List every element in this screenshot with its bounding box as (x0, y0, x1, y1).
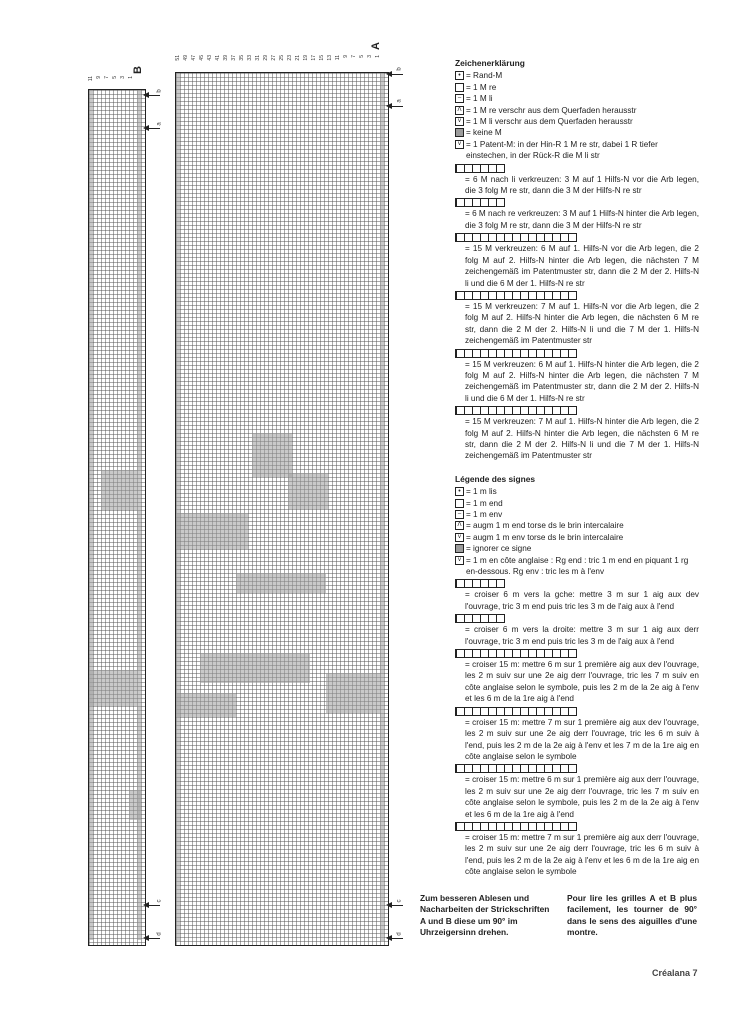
row-number: 49 (183, 55, 189, 61)
legend-de-items (455, 70, 699, 161)
legend-item-text: = keine M (466, 128, 502, 138)
patent-stitch-row (176, 225, 380, 230)
legend-item-text: = 1 M li (466, 94, 493, 104)
patent-stitch-row (89, 410, 137, 415)
legend-item (455, 93, 699, 104)
row-number: 13 (327, 55, 333, 61)
legend (455, 58, 699, 878)
row-number: 5 (359, 55, 365, 58)
legend-item (455, 498, 699, 509)
legend-item (455, 70, 699, 81)
gray-stitch-area (89, 90, 93, 940)
legend-item-text: = augm 1 m end torse ds le brin intercalaire (466, 521, 624, 531)
row-number: 43 (207, 55, 213, 61)
legend-french (455, 474, 699, 878)
blank-icon (455, 499, 464, 508)
legend-item (455, 532, 699, 543)
gray-stitch-area (200, 653, 310, 683)
row-number: 35 (239, 55, 245, 61)
row-number: 3 (367, 55, 373, 58)
blank-icon (455, 83, 464, 92)
chart-a-label: A (369, 42, 382, 50)
legend-item (455, 127, 699, 138)
gray-stitch-area (288, 473, 328, 509)
row-number: 15 (319, 55, 325, 61)
row-number: 19 (303, 55, 309, 61)
cable-description: = croiser 15 m: mettre 6 m sur 1 première aig aux derr l'ouvrage, les 2 m suiv sur une 2e aig derr l'ouvrage, tric les 7 m suiv en côte anglaise selon le symbole, puis les 2 m de la 2e aig à l'env et les 6 m de la 1re aig à l'end (465, 775, 699, 819)
row-number: 47 (191, 55, 197, 61)
lambda-icon (455, 521, 464, 530)
gray-stitch-area (176, 693, 236, 717)
arrow-c-chart-a (389, 905, 403, 906)
row-number: 37 (231, 55, 237, 61)
legend-fr-cables (455, 579, 699, 877)
v-icon (455, 117, 464, 126)
gray-stitch-area (176, 73, 180, 941)
legend-german (455, 58, 699, 462)
row-number: 11 (88, 76, 94, 82)
cable-symbol-icon (455, 198, 505, 207)
cable-symbol-icon (455, 291, 577, 300)
patent-stitch-row (176, 329, 380, 334)
gray-stitch-area (89, 670, 137, 706)
cable-symbol-icon (455, 822, 577, 831)
rotation-note-french: Pour lire les grilles A et B plus facilement, les tourner de 90° dans le sens des aiguilles d'une montre. (567, 893, 697, 938)
row-number: 25 (279, 55, 285, 61)
cable-description: = croiser 15 m: mettre 7 m sur 1 première aig aux dev l'ouvrage, les 2 m suiv sur une 2e aig derr l'ouvrage, tric les 6 m suiv à l'end, puis les 2 m de la 2e aig à l'env et les 7 m de la 1re aig en côte anglaise selon le symbole (465, 717, 699, 761)
arrow-label-d: d (156, 932, 163, 936)
patent-stitch-row (89, 590, 137, 595)
row-number: 17 (311, 55, 317, 61)
legend-item (455, 520, 699, 531)
legend-item (455, 82, 699, 93)
row-number: 29 (263, 55, 269, 61)
row-number: 7 (351, 55, 357, 58)
legend-de-cables (455, 164, 699, 462)
row-number: 39 (223, 55, 229, 61)
cable-symbol-icon (455, 649, 577, 658)
legend-item-text: = 1 m lis (466, 487, 497, 497)
gray-stitch-area (380, 73, 384, 941)
cable-description: = croiser 15 m: mettre 7 m sur 1 première aig aux derr l'ouvrage, les 2 m suiv sur une 2e aig derr l'ouvrage, tric les 6 m suiv à l'end, puis les 2 m de la 2e aig à l'env et les 6 m de la 1re aig en côte anglaise selon le symbole (465, 832, 699, 877)
patent-stitch-row (176, 429, 380, 434)
cable-symbol-icon (455, 233, 577, 242)
legend-item (455, 139, 699, 162)
legend-de-title: Zeichenerklärung (455, 58, 525, 68)
legend-item-text: = ignorer ce signe (466, 544, 532, 554)
cable-description: = 15 M verkreuzen: 7 M auf 1. Hilfs-N hinter die Arb legen, die 2 folg M auf 2. Hilfs-N hinter die Arb legen, die nächsten 6 M re str, dann die 2 M der 2. Hilfs-N li und die 7 M der 1. Hilfs-N zeichengemäß im Patentmuster str (465, 417, 699, 461)
arrow-b-chart-a (389, 74, 403, 75)
cable-description: = croiser 15 m: mettre 6 m sur 1 première aig aux dev l'ouvrage, les 2 m suiv sur une 2e aig derr l'ouvrage, tric les 7 m suiv en côte anglaise selon le symbole, puis les 2 m de la 2e aig à l'env et les 6 m de la 1re aig à l'end (465, 660, 699, 704)
arrow-label-d-a: d (396, 932, 403, 936)
patent-stitch-row (89, 290, 137, 295)
chart-b-label: B (131, 66, 144, 74)
legend-item-text: = 1 m end (466, 498, 503, 508)
cable-description: = 15 M verkreuzen: 6 M auf 1. Hilfs-N hinter die Arb legen, die 2 folg M auf 2. Hilfs-N hinter die Arb legen, die nächsten 7 M zeichengemäß im Patentmuster str, dann die 2 M der 2. Hilfs-N li und die 6 M der 1. Hilfs-N re str (465, 359, 699, 403)
patent-stitch-row (89, 870, 137, 875)
cable-description: = 6 M nach li verkreuzen: 3 M auf 1 Hilfs-N vor die Arb legen, die 3 folg M re str, dann die 3 M der Hilfs-N re str (465, 174, 699, 196)
rotation-note-german: Zum besseren Ablesen und Nacharbeiten der Strickschriften A und B diese um 90° im Uhrzeigersinn drehen. (420, 893, 550, 938)
gray-icon (455, 544, 464, 553)
arrow-label-c: c (156, 899, 163, 903)
cable-description: = croiser 6 m vers la droite: mettre 3 m sur 1 aig aux derr l'ouvrage, tric 3 m end puis tric les 3 m de l'aig aux à l'end (465, 625, 699, 646)
dot-icon (455, 71, 464, 80)
v-icon (455, 533, 464, 542)
row-number: 1 (128, 76, 134, 79)
patent-stitch-row (176, 833, 380, 838)
knitting-chart-b (88, 89, 146, 946)
arrow-label-c-a: c (396, 899, 403, 903)
cable-symbol-icon (455, 164, 505, 173)
cable-symbol-icon (455, 707, 577, 716)
row-number: 45 (199, 55, 205, 61)
arrow-label-a-a: a (396, 99, 403, 103)
legend-item-text: = 1 m en côte anglaise : Rg end : tric 1 m end en piquant 1 rg en-dessous. Rg env : tric les m à l'env (466, 555, 689, 577)
patent-stitch-row (176, 733, 380, 738)
v-icon (455, 140, 464, 149)
arrow-a-chart-b (146, 128, 160, 129)
row-number: 9 (343, 55, 349, 58)
legend-item-text: = 1 M re (466, 82, 497, 92)
legend-item (455, 486, 699, 497)
cable-description: = croiser 6 m vers la gche: mettre 3 m sur 1 aig aux dev l'ouvrage, tric 3 m end puis tric les 3 m de l'aig aux à l'end (465, 590, 699, 611)
gray-stitch-area (326, 673, 380, 713)
bar-icon (455, 94, 464, 103)
patent-stitch-row (89, 730, 137, 735)
row-number: 11 (335, 55, 341, 61)
row-number: 33 (247, 55, 253, 61)
row-number: 31 (255, 55, 261, 61)
gray-stitch-area (176, 513, 248, 549)
legend-item-text: = 1 M li verschr aus dem Querfaden herausstr (466, 117, 633, 127)
row-number: 7 (104, 76, 110, 79)
legend-item-text: = 1 M re verschr aus dem Querfaden herausstr (466, 105, 637, 115)
legend-item-text: = 1 Patent-M: in der Hin-R 1 M re str, dabei 1 R tiefer einstechen, in der Rück-R die M li str (466, 139, 658, 161)
arrow-a-chart-a (389, 106, 403, 107)
patent-stitch-row (176, 533, 380, 538)
arrow-label-b-a: b (396, 67, 403, 71)
row-number: 27 (271, 55, 277, 61)
arrow-label-b: b (156, 89, 163, 93)
legend-item (455, 555, 699, 578)
legend-item (455, 543, 699, 554)
row-number: 3 (120, 76, 126, 79)
row-number: 23 (287, 55, 293, 61)
gray-stitch-area (129, 790, 141, 820)
legend-item (455, 509, 699, 520)
gray-icon (455, 128, 464, 137)
legend-item-text: = Rand-M (466, 71, 503, 81)
cable-symbol-icon (455, 764, 577, 773)
cable-description: = 15 M verkreuzen: 6 M auf 1. Hilfs-N vor die Arb legen, die 2 folg M auf 2. Hilfs-N hinter die Arb legen, die nächsten 7 M zeichengemäß im Patentmuster str, dann die 2 M der 2. Hilfs-N li und die 6 M der 1. Hilfs-N re str (465, 244, 699, 288)
row-number: 5 (112, 76, 118, 79)
row-number: 1 (375, 55, 381, 58)
arrow-d-chart-b (146, 938, 160, 939)
legend-item-text: = augm 1 m env torse ds le brin intercalaire (466, 532, 624, 542)
arrow-c-chart-b (146, 905, 160, 906)
row-number: 21 (295, 55, 301, 61)
cable-symbol-icon (455, 349, 577, 358)
legend-item-text: = 1 m env (466, 510, 503, 519)
arrow-b-chart-b (146, 95, 160, 96)
legend-item (455, 116, 699, 127)
legend-fr-items (455, 486, 699, 577)
cable-symbol-icon (455, 406, 577, 415)
bar-icon (455, 510, 464, 519)
cable-description: = 6 M nach re verkreuzen: 3 M auf 1 Hilfs-N hinter die Arb legen, die 3 folg M re str, dann die 3 M der Hilfs-N re str (465, 209, 699, 230)
gray-stitch-area (236, 573, 326, 593)
row-number: 41 (215, 55, 221, 61)
v-icon (455, 556, 464, 565)
lambda-icon (455, 106, 464, 115)
patent-stitch-row (176, 629, 380, 634)
arrow-label-a: a (156, 122, 163, 126)
row-number: 9 (96, 76, 102, 79)
row-number: 51 (175, 55, 181, 61)
cable-description: = 15 M verkreuzen: 7 M auf 1. Hilfs-N vor die Arb legen, die 2 folg M auf 2. Hilfs-N hinter die Arb legen, die nächsten 6 M re str, dann die 2 M der 2. Hilfs-N li und die 7 M der 1. Hilfs-N zeichengemäß im Patentmuster str (465, 301, 699, 346)
page-footer: Créalana 7 (652, 968, 698, 978)
dot-icon (455, 487, 464, 496)
legend-fr-title: Légende des signes (455, 473, 536, 484)
cable-symbol-icon (455, 614, 505, 623)
gray-stitch-area (252, 433, 292, 477)
legend-item (455, 105, 699, 116)
knitting-chart-a (175, 72, 389, 946)
arrow-d-chart-a (389, 938, 403, 939)
cable-symbol-icon (455, 579, 505, 588)
gray-stitch-area (101, 470, 137, 510)
